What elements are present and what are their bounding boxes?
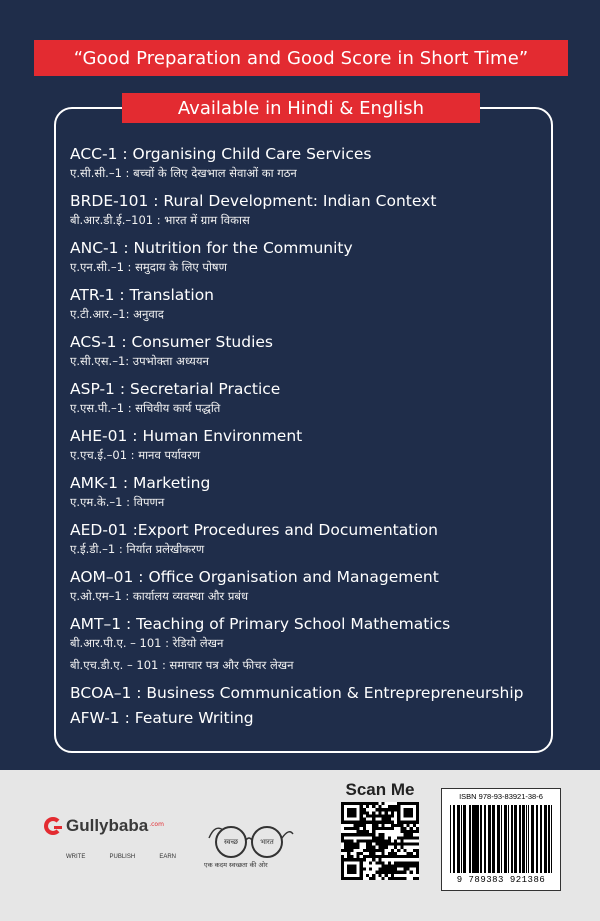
- course-item: [70, 614, 540, 674]
- g-logo-icon: [44, 817, 62, 835]
- course-title-hi: ए.एस.पी.–1 : सचिवीय कार्य पद्धति: [70, 401, 221, 415]
- course-title-hi: ए.एन.सी.–1 : समुदाय के लिए पोषण: [70, 260, 227, 274]
- publisher-tagline: [66, 854, 176, 860]
- tagline-word: PUBLISH: [109, 854, 136, 860]
- course-title-en: AMT–1 : Teaching of Primary School Mathematics: [70, 615, 451, 633]
- isbn-number: ISBN 978-93-83921-38-6: [459, 792, 543, 801]
- course-item: [70, 567, 540, 605]
- course-item: [70, 473, 540, 511]
- course-title-hi: ए.ओ.एम–1 : कार्यालय व्यवस्था और प्रबंध: [70, 589, 249, 603]
- bharat-word: भारत: [260, 838, 274, 846]
- swachh-word: स्वच्छ: [223, 838, 239, 846]
- isbn-barcode-box: [441, 788, 561, 891]
- course-item: [70, 379, 540, 417]
- course-title-en: BRDE-101 : Rural Development: Indian Context: [70, 192, 437, 210]
- course-title-en: AED-01 :Export Procedures and Documentation: [70, 521, 438, 539]
- course-title-en: AHE-01 : Human Environment: [70, 427, 303, 445]
- course-item: [70, 285, 540, 323]
- scan-me-label: Scan Me: [345, 780, 415, 799]
- swachh-caption: एक कदम स्वच्छता की ओर: [204, 861, 268, 869]
- course-title-en: ATR-1 : Translation: [70, 286, 214, 304]
- course-title-hi: ए.सी.एस.–1: उपभोक्ता अध्ययन: [70, 354, 209, 368]
- qr-code-icon[interactable]: [341, 802, 419, 880]
- course-item: [70, 708, 540, 728]
- availability-banner: Available in Hindi & English: [122, 93, 480, 123]
- course-item: [70, 520, 540, 558]
- footer-strip: [0, 770, 600, 921]
- course-item: [70, 683, 540, 703]
- tagline-word: EARN: [159, 854, 176, 860]
- course-title-hi: बी.आर.डी.ई.–101 : भारत में ग्राम विकास: [70, 213, 250, 227]
- publisher-logo: [44, 816, 164, 836]
- course-title-hi: बी.आर.पी.ए. – 101 : रेडियो लेखन: [70, 636, 224, 650]
- course-title-hi: बी.एच.डी.ए. – 101 : समाचार पत्र और फीचर लेखन: [70, 658, 294, 672]
- course-title-hi: ए.सी.सी.–1 : बच्चों के लिए देखभाल सेवाओं का गठन: [70, 166, 297, 180]
- course-title-en: ANC-1 : Nutrition for the Community: [70, 239, 353, 257]
- course-title-hi: ए.टी.आर.–1: अनुवाद: [70, 307, 164, 321]
- swachh-bharat-glasses-icon: [205, 818, 295, 866]
- course-title-en: ACC-1 : Organising Child Care Services: [70, 145, 372, 163]
- course-item: [70, 238, 540, 276]
- publisher-name: Gullybaba: [66, 816, 149, 835]
- tagline-word: WRITE: [66, 854, 86, 860]
- course-title-hi: ए.एच.ई.–01 : मानव पर्यावरण: [70, 448, 201, 462]
- course-item: [70, 332, 540, 370]
- course-title-hi: ए.एम.के.–1 : विपणन: [70, 495, 165, 509]
- course-title-en: BCOA–1 : Business Communication & Entreprepreneurship: [70, 684, 524, 702]
- course-title-en: AFW-1 : Feature Writing: [70, 709, 254, 727]
- course-item: [70, 144, 540, 182]
- course-item: [70, 191, 540, 229]
- barcode-icon: [448, 805, 554, 873]
- course-title-en: ACS-1 : Consumer Studies: [70, 333, 273, 351]
- course-title-en: AOM–01 : Office Organisation and Management: [70, 568, 439, 586]
- course-item: [70, 426, 540, 464]
- course-title-hi: ए.ई.डी.–1 : निर्यात प्रलेखीकरण: [70, 542, 205, 556]
- barcode-number: 9 789383 921386: [456, 875, 546, 885]
- publisher-domain: .com: [149, 820, 164, 828]
- slogan-banner: “Good Preparation and Good Score in Short Time”: [34, 40, 568, 76]
- course-title-en: ASP-1 : Secretarial Practice: [70, 380, 281, 398]
- course-title-en: AMK-1 : Marketing: [70, 474, 211, 492]
